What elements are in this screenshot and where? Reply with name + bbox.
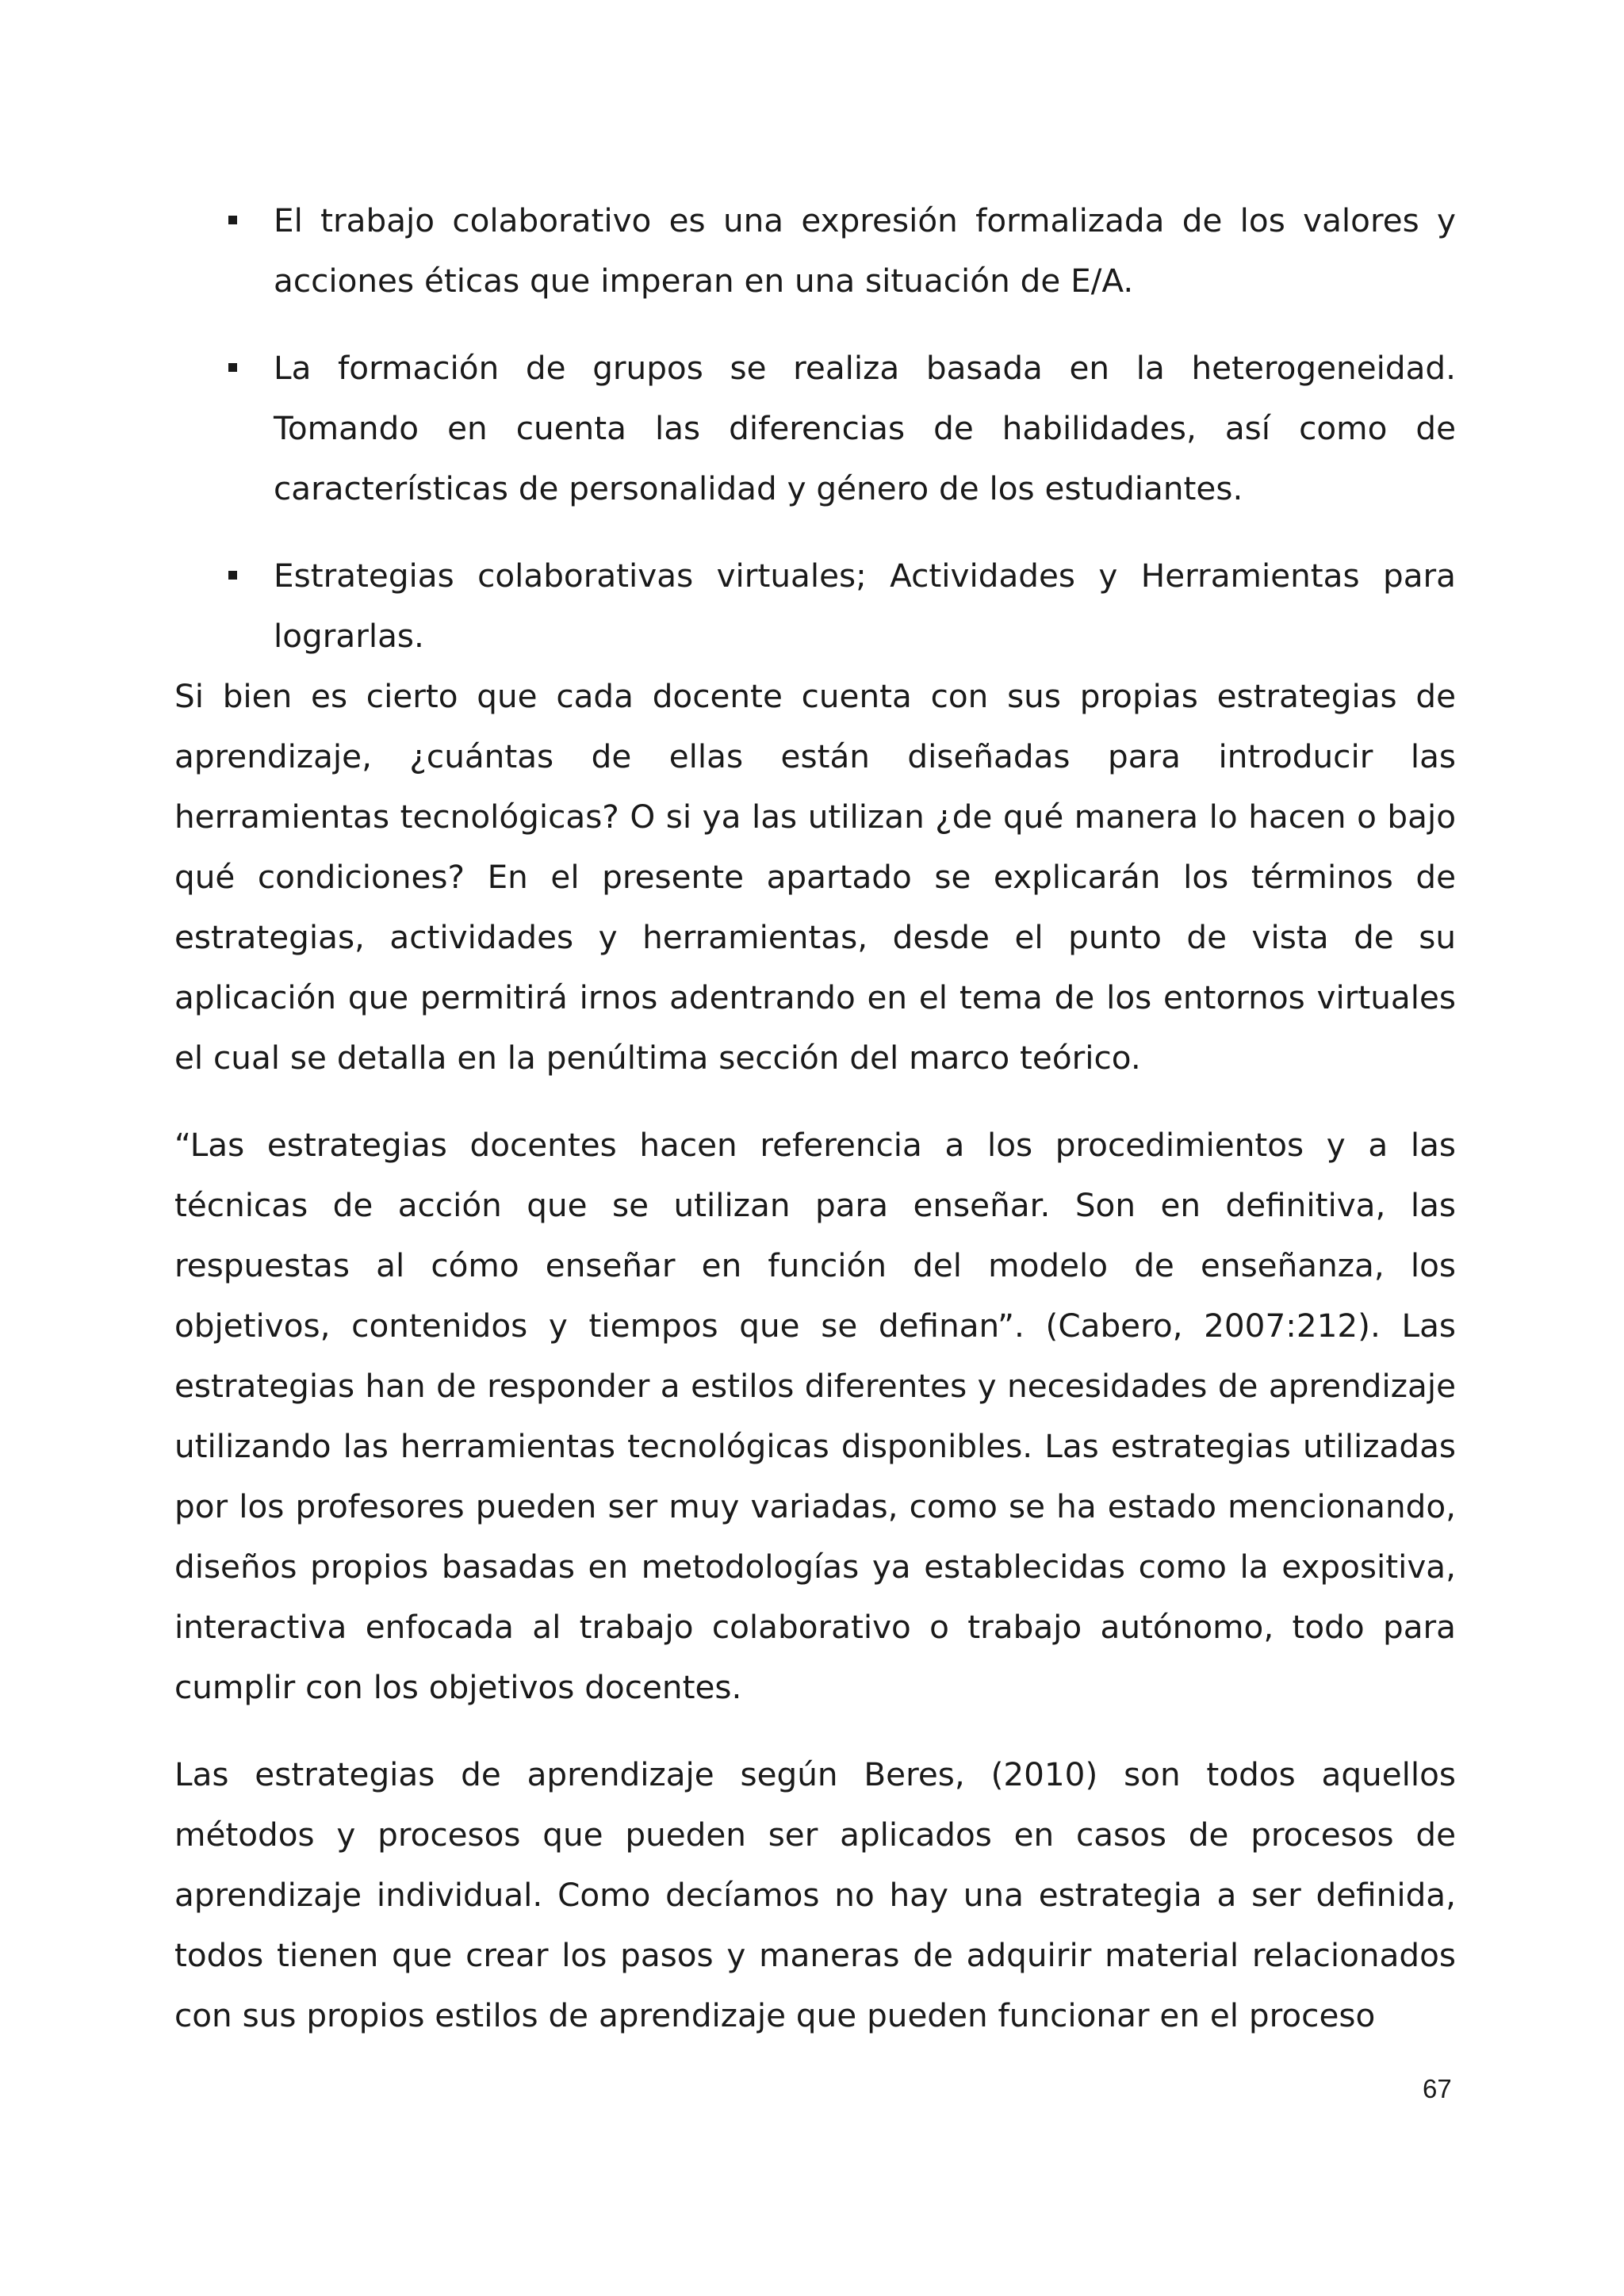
bullet-item [174, 190, 1456, 311]
document-page [174, 190, 1456, 2045]
square-bullet-icon [228, 216, 237, 224]
page-number: 67 [1423, 2074, 1452, 2103]
paragraph: “Las estrategias docentes hacen referencia a los procedimientos y a las técnicas de acción que se utilizan para enseñar. Son en definitiva, las respuestas al cómo enseñar en función del modelo de enseñanza, los objetivos, contenidos y tiempos que se definan”. (Cabero, 2007:212). Las estrategias han de responder a estilos diferentes y necesidades de aprendizaje utilizando las herramientas tecnológicas disponibles. Las estrategias utilizadas por los profesores pueden ser muy variadas, como se ha estado mencionando, diseños propios basadas en metodologías ya establecidas como la expositiva, interactiva enfocada al trabajo colaborativo o trabajo autónomo, todo para cumplir con los objetivos docentes. [174, 1126, 1456, 1706]
body-text [174, 666, 1456, 2045]
bullet-list [174, 190, 1456, 666]
bullet-text: Estrategias colaborativas virtuales; Actividades y Herramientas para lograrlas. [274, 557, 1456, 655]
bullet-item [174, 338, 1456, 519]
square-bullet-icon [228, 363, 237, 372]
square-bullet-icon [228, 571, 237, 580]
bullet-item [174, 545, 1456, 666]
paragraph: Si bien es cierto que cada docente cuenta con sus propias estrategias de aprendizaje, ¿cuántas de ellas están diseñadas para introducir las herramientas tecnológicas? O si ya las utilizan ¿de qué manera lo hacen o bajo qué condiciones? En el presente apartado se explicarán los términos de estrategias, actividades y herramientas, desde el punto de vista de su aplicación que permitirá irnos adentrando en el tema de los entornos virtuales el cual se detalla en la penúltima sección del marco teórico. [174, 677, 1456, 1077]
bullet-text: La formación de grupos se realiza basada en la heterogeneidad. Tomando en cuenta las diferencias de habilidades, así como de características de personalidad y género de los estudiantes. [274, 349, 1456, 507]
paragraph: Las estrategias de aprendizaje según Beres, (2010) son todos aquellos métodos y procesos que pueden ser aplicados en casos de procesos de aprendizaje individual. Como decíamos no hay una estrategia a ser definida, todos tienen que crear los pasos y maneras de adquirir material relacionados con sus propios estilos de aprendizaje que pueden funcionar en el proceso [174, 1755, 1456, 2034]
bullet-text: El trabajo colaborativo es una expresión formalizada de los valores y acciones éticas que imperan en una situación de E/A. [274, 201, 1456, 300]
